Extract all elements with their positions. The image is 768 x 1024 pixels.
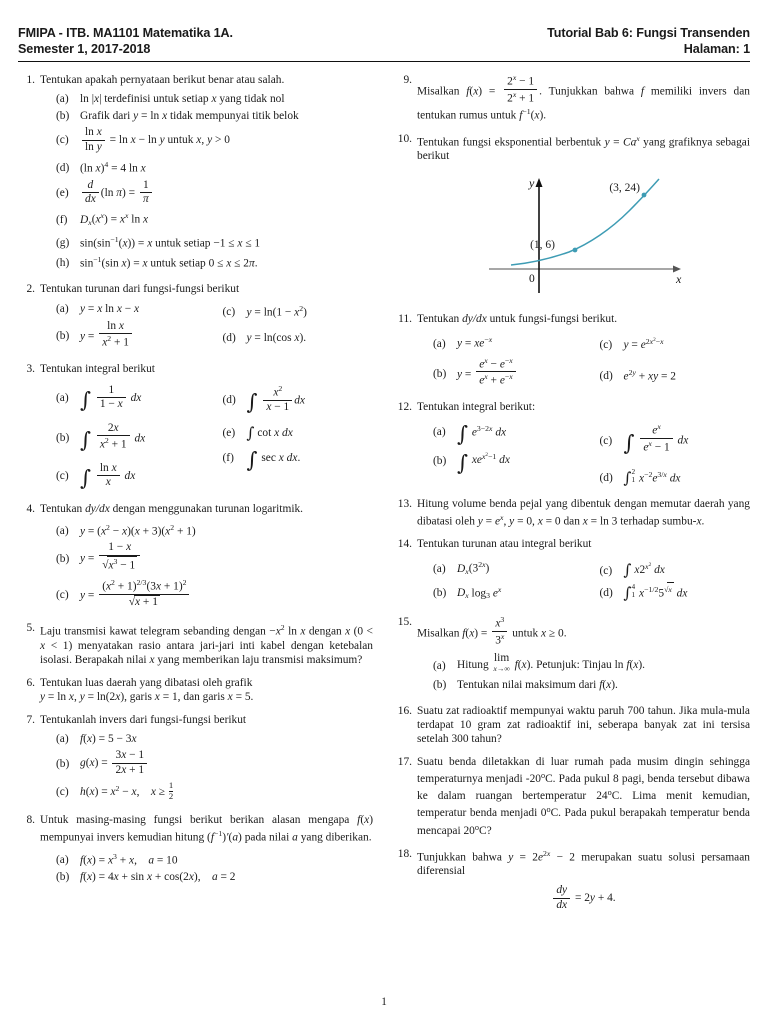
two-column-body [18,73,750,923]
question-15-subitems [433,653,750,691]
sub-item-b: (b) $D_x$ $\log_3 e^x$ [433,584,502,600]
sub-item-c: (c) ∫ $x2^{x^2}$ dx [599,561,665,580]
header-semester: Semester 1, 2017-2018 [18,41,151,56]
question-4-text: Tentukan dy/dx dengan menggunakan turunan logaritmik. [40,502,304,515]
graph-origin-label: 0 [528,273,535,286]
question-12-text: Tentukan integral berikut: [417,401,536,414]
left-column [18,73,373,923]
question-6 [18,676,373,704]
question-5-number: 5. [26,622,35,635]
graph-label-point2: (3, 24) [608,182,640,195]
question-1 [18,73,373,273]
graph-x-axis-label: x [675,272,681,287]
question-2-text: Tentukan turunan dari fungsi-fungsi berikut [40,283,240,296]
footer-page-number: 1 [381,996,387,1008]
question-11-text: Tentukan dy/dx untuk fungsi-fungsi berikut. [417,313,618,326]
sub-item-a: (a) f(x) = 5 − 3x [56,733,137,746]
question-11 [395,312,750,391]
question-6-number: 6. [26,677,35,689]
graph-y-axis-label: y [528,176,534,191]
question-2 [18,282,373,352]
sub-item-f: (f) ∫ sec x dx. [222,446,301,472]
sub-item-b: (b) y = $\frac{e^x - e^{-x}}{e^x + e^{-x}}$ [433,356,592,388]
sub-item-d: (d) ∫ 4 1 $x^{-1/2}5^{√x}$ dx [599,583,688,602]
sub-item-c: (c) $\frac{\text{ln x}}{\text{ln y}}$ = ln x − ln y untuk x, y > 0 [56,126,230,153]
sub-item-c: (c) $h(x) = x^2 - x$, x ≥ $\frac{1}{2}$ [56,780,174,801]
question-9 [395,73,750,123]
sub-item-b: (b) Grafik dari y = ln x tidak mempunyai titik belok [56,110,299,123]
sub-item-b: (b) y = $\frac{1 - x}{√x^3 - 1}$ [56,541,373,573]
sub-item-b: (b) ∫ $xe^{x^2-1}$ dx [433,449,510,475]
question-5-text: Laju transmisi kawat telegram sebanding dengan $-x^2$ ln x dengan x (0 < x < 1) menyatakan rasio antara jari-jari inti kabel dengan ketebalan isolasi. Berapakah nilai x yang memberikan laju transmisi maksimum? [40,623,373,666]
sub-item-b: (b) f(x) = 4x + sin x + cos(2x), a = 2 [56,871,236,884]
sub-item-d: (d) ∫ 2 1 $x^{-2}e^{3/x}$ dx [599,468,681,487]
sub-item-d: (d) ∫ $\frac{x^2}{x - 1}$ dx [222,383,305,415]
question-18 [395,847,750,914]
sub-item-a: (a) $D_x(3^{2x})$ [433,560,490,576]
sub-item-d: (d) $e^{2y}$ + xy = 2 [599,367,676,382]
question-8 [18,813,373,887]
sub-item-a: (a) Hitung lim x→∞ f(x). Petunjuk: Tinjau ln f(x). [433,652,646,673]
question-3-number: 3. [26,362,35,375]
question-16 [395,704,750,746]
question-10-text: Tentukan fungsi eksponential berbentuk $y = Ca^x$ yang grafiknya sebagai berikut [417,133,751,163]
question-9-text: Misalkan f(x) = $\frac{2^x - 1}{2^x + 1}$ . Tunjukkan bahwa f memiliki invers dan tentukan rumus untuk $f^{-1}(x)$. [417,73,750,122]
question-3 [18,362,373,493]
sub-item-a: (a) $f(x) = x^3 + x$, a = 10 [56,851,178,866]
exponential-graph [477,171,691,299]
question-8-number: 8. [26,814,35,827]
question-17 [395,755,750,838]
header-divider [18,61,750,62]
sub-item-f: (f) $D_x(x^x) = x^x$ ln x [56,211,149,227]
question-15-text: Misalkan f(x) = $\frac{x^3}{3^x}$ untuk x ≥ 0. [417,614,567,646]
sub-item-b: (b) ∫ $\frac{2x}{x^2 + 1}$ dx [56,421,146,453]
header-page-label: Halaman: 1 [683,41,750,56]
graph-label-point1: (1, 6) [529,239,555,252]
question-8-text: Untuk masing-masing fungsi berikut berikan alasan mengapa f(x) mempunyai invers kemudian hitung $(f^{-1})'(a)$ pada nilai a yang diberikan. [40,814,373,844]
question-13-number: 13. [397,497,412,510]
question-5 [18,621,373,667]
question-4 [18,502,373,613]
question-16-number: 16. [397,704,412,717]
question-1-number: 1. [26,74,35,86]
question-15-number: 15. [397,615,412,628]
question-2-number: 2. [26,283,35,296]
question-18-text: Tunjukkan bahwa $y = 2e^{2x} - 2$ merupakan suatu solusi persamaan diferensial [417,848,750,878]
sub-item-d: (d) y = ln(cos x). [222,331,307,344]
question-3-text: Tentukan integral berikut [40,362,155,375]
question-11-subitems [433,333,750,391]
sub-item-c: (c) $y = \ln(1 - x^2)$ [222,303,307,318]
sub-item-c: (c) y = $\frac{(x^2 + 1)^{2/3}(3x + 1)^2}{√x + 1}$ [56,578,373,610]
question-14-text: Tentukan turunan atau integral berikut [417,538,592,551]
right-column [395,73,750,923]
graph-y-arrow [535,178,542,187]
question-17-number: 17. [397,755,412,768]
question-17-text: Suatu benda diletakkan di luar rumah pada musim dingin sehingga temperaturnya menjadi -20$^o$C. Pada pukul 8 pagi, benda tersebut dibawa ke dalam ruangan bertemperatur 24$^o$C. Lima menit kemudian, temperatur benda menjadi 0$^o$C. Pada pukul berapakah temperatur benda mencapai 20$^o$C? [417,755,750,837]
question-1-subitems [56,92,373,270]
header-right [547,26,750,57]
question-11-number: 11. [398,313,412,326]
question-14-subitems [433,558,750,606]
graph-point-3-24 [641,193,646,198]
question-8-subitems [56,850,373,884]
sub-item-c: (c) ∫ $\frac{\text{ln x}}{x}$ dx [56,461,136,490]
header-left [18,26,233,57]
sub-item-a: (a) y = x ln x − x [56,302,140,315]
page-header [18,26,750,57]
sub-item-b: (b) Tentukan nilai maksimum dari f(x). [433,678,618,691]
question-10-number: 10. [397,132,412,145]
question-14 [395,537,750,606]
question-3-subitems [56,384,373,493]
sub-item-e: (e) $\frac{d}{dx}$ (ln π) = $\frac{1}{\pi}$ [56,179,373,207]
question-12 [395,400,750,488]
sub-item-b: (b) g(x) = $\frac{3x - 1}{2x + 1}$ [56,749,373,777]
sub-item-c: (c) $y = e^{2x^2-x}$ [599,337,664,352]
page-footer [0,996,768,1008]
graph-point-1-6 [572,248,577,253]
question-14-number: 14. [397,538,412,551]
sub-item-d: (d) (ln x)$^4$ = 4 ln x [56,160,146,175]
question-6-text: Tentukan luas daerah yang dibatasi oleh grafik y = ln x, y = ln(2x), garis x = 1, dan garis x = 5. [40,677,254,704]
sub-item-a: (a) ∫ $\frac{1}{1 - x}$ dx [56,383,142,412]
question-4-subitems [56,521,373,610]
sub-item-h: (h) $\sin^{-1}(\sin$ x) = x untuk setiap 0 ≤ x ≤ 2π. [56,255,258,270]
sub-item-e: (e) ∫ cot x dx [222,423,293,442]
question-12-subitems [433,422,750,488]
question-15 [395,615,750,695]
question-13 [395,497,750,528]
sub-item-a: (a) ∫ $e^{3-2x}$ dx [433,421,507,447]
question-9-number: 9. [403,74,412,86]
question-4-number: 4. [26,502,35,515]
sub-item-c: (c) ∫ $\frac{e^x}{e^x - 1}$ dx [599,422,689,455]
question-7 [18,713,373,804]
sub-item-a: (a) $y = (x^2 - x)(x + 3)(x^2 + 1)$ [56,522,196,538]
question-7-number: 7. [26,714,35,727]
question-13-text: Hitung volume benda pejal yang dibentuk dengan memutar daerah yang dibatasi oleh $y = e^x$, y = 0, x = 0 dan x = ln 3 terhadap sumbu-x. [417,497,750,528]
question-7-text: Tentukanlah invers dari fungsi-fungsi berikut [40,714,247,727]
question-16-text: Suatu zat radioaktif mempunyai waktu paruh 700 tahun. Jika mula-mula terdapat 10 gram zat radioaktif ini, seberapa banyak zat ini tersisa setelah 300 tahun? [417,704,750,745]
sub-item-g: (g) $\sin(\sin^{-1}(x)) = x$ untuk setiap −1 ≤ x ≤ 1 [56,234,261,249]
question-1-text: Tentukan apakah pernyataan berikut benar atau salah. [40,74,285,86]
sub-item-b: (b) y = $\frac{\text{ln x}}{x^2 + 1}$ [56,320,215,350]
question-10 [395,132,750,303]
question-12-number: 12. [397,401,412,414]
sub-item-a: (a) $y = xe^{-x}$ [433,335,493,350]
question-18-equation: $\frac{dy}{dx}$ = 2y + 4. [417,884,750,912]
question-18-number: 18. [397,847,412,860]
header-institution: FMIPA - ITB. MA1101 Matematika 1A. [18,26,233,40]
question-7-subitems [56,732,373,801]
question-2-subitems [56,302,373,353]
sub-item-a: (a) ln |x| terdefinisi untuk setiap x yang tidak nol [56,93,285,106]
header-tutorial-title: Tutorial Bab 6: Fungsi Transenden [547,26,750,40]
